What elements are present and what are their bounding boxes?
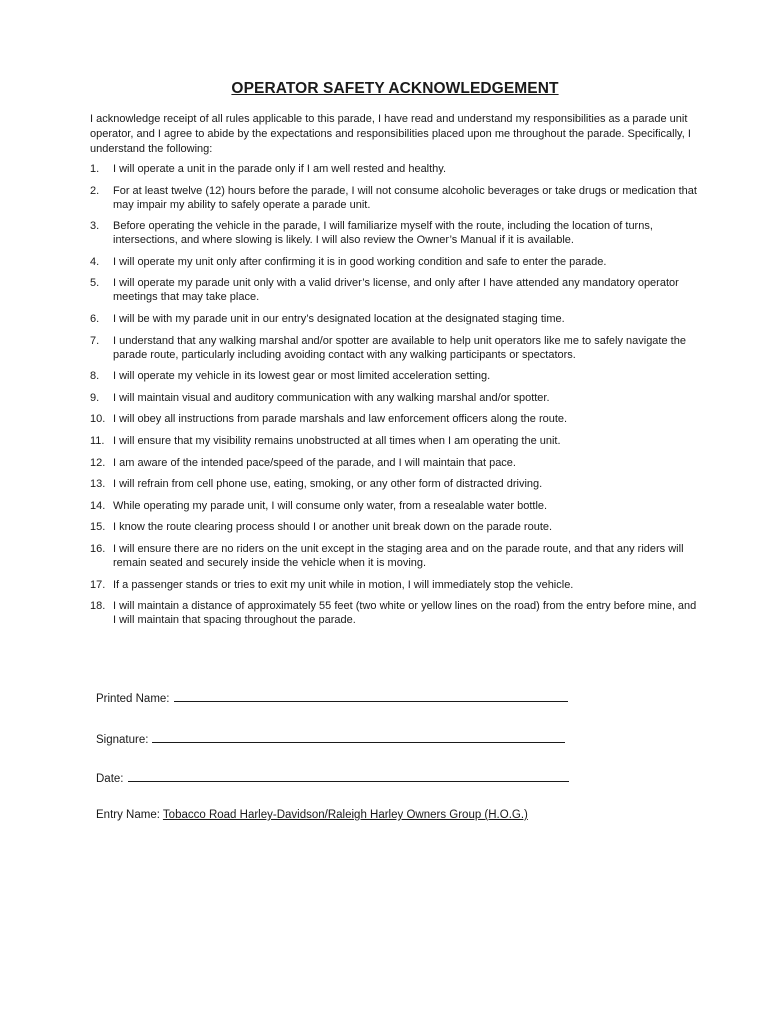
list-item bbox=[90, 391, 700, 405]
list-item-text: While operating my parade unit, I will consume only water, from a resealable water bottle. bbox=[113, 499, 548, 512]
signature-line[interactable] bbox=[152, 731, 565, 743]
document-title: OPERATOR SAFETY ACKNOWLEDGEMENT bbox=[231, 80, 559, 97]
list-item bbox=[90, 162, 700, 176]
list-item bbox=[90, 499, 700, 513]
document-body bbox=[90, 80, 700, 635]
entry-name-value: Tobacco Road Harley-Davidson/Raleigh Harley Owners Group (H.O.G.) bbox=[162, 809, 528, 821]
list-item-number: 17. bbox=[90, 578, 106, 591]
list-item bbox=[90, 477, 700, 491]
list-item bbox=[90, 599, 700, 627]
date-line[interactable] bbox=[128, 770, 569, 782]
list-item-number: 18. bbox=[90, 600, 106, 613]
entry-name-label: Entry Name: bbox=[96, 809, 160, 821]
list-item-number: 13. bbox=[90, 478, 106, 491]
list-item-text: For at least twelve (12) hours before the parade, I will not consume alcoholic beverages or take drugs or medication that may impair my ability to safely operate a parade unit. bbox=[113, 184, 697, 211]
entry-name-row bbox=[96, 809, 528, 821]
list-item-number: 14. bbox=[90, 499, 106, 512]
list-item-text: I will ensure that my visibility remains unobstructed at all times when I am operating the unit. bbox=[113, 434, 561, 447]
list-item-number: 10. bbox=[90, 413, 106, 426]
list-item bbox=[90, 434, 700, 448]
list-item-text: I will be with my parade unit in our entry’s designated location at the designated staging time. bbox=[113, 312, 565, 325]
list-item-number: 15. bbox=[90, 521, 106, 534]
list-item bbox=[90, 312, 700, 326]
list-item-text: I will operate my unit only after confirming it is in good working condition and safe to enter the parade. bbox=[113, 255, 607, 268]
list-item bbox=[90, 334, 700, 362]
list-item-text: I know the route clearing process should I or another unit break down on the parade route. bbox=[113, 521, 553, 534]
list-item bbox=[90, 276, 700, 304]
list-item-text: If a passenger stands or tries to exit my unit while in motion, I will immediately stop the vehicle. bbox=[113, 578, 574, 591]
list-item bbox=[90, 412, 700, 426]
list-item-text: Before operating the vehicle in the parade, I will familiarize myself with the route, including the location of turns, intersections, and where slowing is likely. I will also review the Owner’s Manual if it is available. bbox=[113, 220, 653, 247]
list-item-text: I will maintain a distance of approximately 55 feet (two white or yellow lines on the road) from the entry before mine, and I will maintain that spacing throughout the parade. bbox=[113, 600, 697, 627]
list-item-number: 4. bbox=[90, 255, 100, 268]
list-item bbox=[90, 255, 700, 269]
signature-row bbox=[96, 731, 565, 746]
list-item-text: I will refrain from cell phone use, eating, smoking, or any other form of distracted driving. bbox=[113, 478, 543, 491]
list-item-text: I will operate my parade unit only with a valid driver’s license, and only after I have attended any mandatory operator meetings that may take place. bbox=[113, 277, 679, 304]
list-item-number: 5. bbox=[90, 277, 100, 290]
list-item bbox=[90, 219, 700, 247]
printed-name-line[interactable] bbox=[174, 690, 568, 702]
list-item bbox=[90, 184, 700, 212]
list-item-text: I will operate a unit in the parade only if I am well rested and healthy. bbox=[113, 163, 447, 175]
date-label: Date: bbox=[96, 773, 124, 785]
list-item bbox=[90, 520, 700, 534]
printed-name-row bbox=[96, 690, 568, 705]
list-item-number: 2. bbox=[90, 184, 100, 197]
list-item-text: I understand that any walking marshal and/or spotter are available to help unit operators like me to safely navigate the parade route, particularly including avoiding contact with any walking participants or spectators. bbox=[113, 334, 686, 361]
list-item-number: 7. bbox=[90, 334, 100, 347]
list-item-number: 1. bbox=[90, 163, 100, 175]
list-item bbox=[90, 456, 700, 470]
list-item bbox=[90, 542, 700, 570]
date-row bbox=[96, 770, 569, 785]
list-item-number: 16. bbox=[90, 542, 106, 555]
list-item-text: I will obey all instructions from parade marshals and law enforcement officers along the route. bbox=[113, 413, 568, 426]
acknowledgement-list bbox=[90, 162, 700, 627]
list-item-number: 12. bbox=[90, 456, 106, 469]
list-item-number: 3. bbox=[90, 220, 100, 233]
list-item bbox=[90, 369, 700, 383]
list-item-number: 6. bbox=[90, 312, 100, 325]
list-item-text: I will operate my vehicle in its lowest gear or most limited acceleration setting. bbox=[113, 370, 491, 383]
signature-label: Signature: bbox=[96, 734, 149, 746]
list-item-number: 8. bbox=[90, 370, 100, 383]
list-item-text: I will ensure there are no riders on the unit except in the staging area and on the parade route, and that any riders will remain seated and securely inside the vehicle when it is moving. bbox=[113, 542, 684, 569]
printed-name-label: Printed Name: bbox=[96, 693, 170, 705]
list-item-text: I am aware of the intended pace/speed of the parade, and I will maintain that pace. bbox=[113, 456, 516, 469]
intro-paragraph: I acknowledge receipt of all rules applicable to this parade, I have read and understand my responsibilities as a parade unit operator, and I agree to abide by the expectations and responsibilities placed upon me throughout the parade. Specifically, I understand the following: bbox=[90, 113, 691, 155]
list-item-number: 9. bbox=[90, 391, 100, 404]
list-item-text: I will maintain visual and auditory communication with any walking marshal and/or spotter. bbox=[113, 391, 550, 404]
list-item bbox=[90, 578, 700, 592]
list-item-number: 11. bbox=[90, 434, 105, 447]
